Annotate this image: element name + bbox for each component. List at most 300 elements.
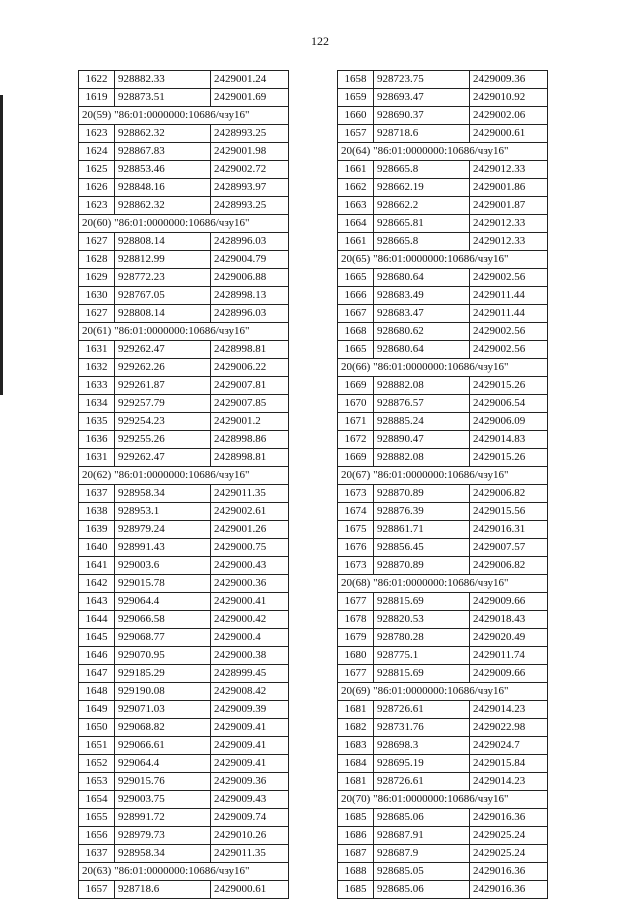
table-row [338, 611, 548, 629]
y-coordinate: 2429009.39 [211, 701, 289, 719]
table-row [338, 521, 548, 539]
y-coordinate: 2428998.81 [211, 341, 289, 359]
y-coordinate: 2429011.35 [211, 485, 289, 503]
point-number: 1626 [79, 179, 115, 197]
table-row [338, 773, 548, 791]
y-coordinate: 2429007.57 [470, 539, 548, 557]
section-header: 20(60) "86:01:0000000:10686/чзу16" [79, 215, 289, 233]
table-row [338, 557, 548, 575]
y-coordinate: 2429009.41 [211, 755, 289, 773]
table-row [338, 287, 548, 305]
point-number: 1631 [79, 449, 115, 467]
table-row [79, 359, 289, 377]
x-coordinate: 928867.83 [115, 143, 211, 161]
section-header: 20(69) "86:01:0000000:10686/чзу16" [338, 683, 548, 701]
point-number: 1666 [338, 287, 374, 305]
point-number: 1632 [79, 359, 115, 377]
x-coordinate: 928812.99 [115, 251, 211, 269]
page-number: 122 [311, 34, 329, 48]
x-coordinate: 928680.64 [374, 269, 470, 287]
point-number: 1675 [338, 521, 374, 539]
x-coordinate: 929015.76 [115, 773, 211, 791]
section-header-row [79, 863, 289, 881]
y-coordinate: 2429016.36 [470, 863, 548, 881]
point-number: 1630 [79, 287, 115, 305]
table-row [79, 377, 289, 395]
x-coordinate: 928815.69 [374, 593, 470, 611]
point-number: 1640 [79, 539, 115, 557]
y-coordinate: 2429002.72 [211, 161, 289, 179]
section-header: 20(62) "86:01:0000000:10686/чзу16" [79, 467, 289, 485]
point-number: 1657 [338, 125, 374, 143]
point-number: 1655 [79, 809, 115, 827]
point-number: 1652 [79, 755, 115, 773]
y-coordinate: 2429012.33 [470, 161, 548, 179]
x-coordinate: 929003.6 [115, 557, 211, 575]
point-number: 1631 [79, 341, 115, 359]
x-coordinate: 928726.61 [374, 773, 470, 791]
point-number: 1644 [79, 611, 115, 629]
point-number: 1646 [79, 647, 115, 665]
table-row [338, 233, 548, 251]
y-coordinate: 2429001.87 [470, 197, 548, 215]
point-number: 1647 [79, 665, 115, 683]
table-row [338, 413, 548, 431]
table-row [338, 107, 548, 125]
x-coordinate: 928991.72 [115, 809, 211, 827]
x-coordinate: 928873.51 [115, 89, 211, 107]
table-row [338, 755, 548, 773]
x-coordinate: 928685.06 [374, 809, 470, 827]
y-coordinate: 2429004.79 [211, 251, 289, 269]
table-row [338, 341, 548, 359]
x-coordinate: 928680.62 [374, 323, 470, 341]
point-number: 1627 [79, 305, 115, 323]
table-row [338, 395, 548, 413]
table-row [79, 341, 289, 359]
point-number: 1687 [338, 845, 374, 863]
y-coordinate: 2429000.61 [470, 125, 548, 143]
y-coordinate: 2429002.56 [470, 341, 548, 359]
point-number: 1677 [338, 665, 374, 683]
table-row [79, 89, 289, 107]
y-coordinate: 2428999.45 [211, 665, 289, 683]
y-coordinate: 2429025.24 [470, 845, 548, 863]
table-row [79, 773, 289, 791]
table-row [338, 539, 548, 557]
table-row [79, 269, 289, 287]
y-coordinate: 2429002.61 [211, 503, 289, 521]
section-header-row [338, 575, 548, 593]
table-row [79, 791, 289, 809]
point-number: 1664 [338, 215, 374, 233]
point-number: 1648 [79, 683, 115, 701]
y-coordinate: 2429006.82 [470, 485, 548, 503]
table-row [79, 71, 289, 89]
y-coordinate: 2429011.74 [470, 647, 548, 665]
section-header-row [338, 251, 548, 269]
point-number: 1665 [338, 341, 374, 359]
table-row [79, 629, 289, 647]
table-row [79, 179, 289, 197]
x-coordinate: 928718.6 [374, 125, 470, 143]
y-coordinate: 2429001.2 [211, 413, 289, 431]
y-coordinate: 2429015.56 [470, 503, 548, 521]
point-number: 1653 [79, 773, 115, 791]
table-row [338, 269, 548, 287]
y-coordinate: 2429022.98 [470, 719, 548, 737]
point-number: 1681 [338, 773, 374, 791]
table-row [338, 89, 548, 107]
table-row [338, 323, 548, 341]
table-row [79, 827, 289, 845]
y-coordinate: 2429002.56 [470, 323, 548, 341]
point-number: 1634 [79, 395, 115, 413]
x-coordinate: 928862.32 [115, 125, 211, 143]
point-number: 1685 [338, 809, 374, 827]
table-row [79, 845, 289, 863]
table-row [79, 287, 289, 305]
x-coordinate: 928693.47 [374, 89, 470, 107]
y-coordinate: 2429001.98 [211, 143, 289, 161]
y-coordinate: 2429006.22 [211, 359, 289, 377]
table-row [79, 125, 289, 143]
x-coordinate: 928683.49 [374, 287, 470, 305]
point-number: 1682 [338, 719, 374, 737]
x-coordinate: 928808.14 [115, 305, 211, 323]
section-header: 20(67) "86:01:0000000:10686/чзу16" [338, 467, 548, 485]
x-coordinate: 928731.76 [374, 719, 470, 737]
table-row [338, 161, 548, 179]
x-coordinate: 928726.61 [374, 701, 470, 719]
point-number: 1633 [79, 377, 115, 395]
table-row [79, 161, 289, 179]
table-row [338, 629, 548, 647]
y-coordinate: 2429001.69 [211, 89, 289, 107]
x-coordinate: 929262.47 [115, 341, 211, 359]
x-coordinate: 928876.39 [374, 503, 470, 521]
y-coordinate: 2429009.66 [470, 593, 548, 611]
point-number: 1665 [338, 269, 374, 287]
x-coordinate: 928958.34 [115, 485, 211, 503]
x-coordinate: 929066.61 [115, 737, 211, 755]
x-coordinate: 928979.73 [115, 827, 211, 845]
section-header: 20(59) "86:01:0000000:10686/чзу16" [79, 107, 289, 125]
x-coordinate: 928685.06 [374, 881, 470, 899]
point-number: 1641 [79, 557, 115, 575]
y-coordinate: 2429000.4 [211, 629, 289, 647]
y-coordinate: 2428998.13 [211, 287, 289, 305]
point-number: 1669 [338, 449, 374, 467]
y-coordinate: 2429002.56 [470, 269, 548, 287]
y-coordinate: 2429016.36 [470, 881, 548, 899]
table-row [79, 665, 289, 683]
point-number: 1645 [79, 629, 115, 647]
table-row [338, 377, 548, 395]
table-row [338, 701, 548, 719]
y-coordinate: 2429011.35 [211, 845, 289, 863]
table-row [79, 305, 289, 323]
y-coordinate: 2429016.36 [470, 809, 548, 827]
table-row [79, 197, 289, 215]
x-coordinate: 929064.4 [115, 593, 211, 611]
table-row [79, 557, 289, 575]
table-row [338, 809, 548, 827]
x-coordinate: 929068.82 [115, 719, 211, 737]
point-number: 1673 [338, 485, 374, 503]
y-coordinate: 2429015.84 [470, 755, 548, 773]
table-row [79, 755, 289, 773]
x-coordinate: 928680.64 [374, 341, 470, 359]
y-coordinate: 2429011.44 [470, 305, 548, 323]
y-coordinate: 2429009.43 [211, 791, 289, 809]
point-number: 1667 [338, 305, 374, 323]
y-coordinate: 2429000.41 [211, 593, 289, 611]
table-row [79, 431, 289, 449]
y-coordinate: 2429001.26 [211, 521, 289, 539]
x-coordinate: 928885.24 [374, 413, 470, 431]
table-row [79, 809, 289, 827]
x-coordinate: 928665.8 [374, 161, 470, 179]
point-number: 1673 [338, 557, 374, 575]
x-coordinate: 928882.08 [374, 377, 470, 395]
table-row [79, 719, 289, 737]
point-number: 1683 [338, 737, 374, 755]
point-number: 1624 [79, 143, 115, 161]
x-coordinate: 928665.81 [374, 215, 470, 233]
y-coordinate: 2429001.24 [211, 71, 289, 89]
x-coordinate: 928815.69 [374, 665, 470, 683]
x-coordinate: 928662.2 [374, 197, 470, 215]
y-coordinate: 2429000.43 [211, 557, 289, 575]
x-coordinate: 929190.08 [115, 683, 211, 701]
point-number: 1686 [338, 827, 374, 845]
x-coordinate: 929003.75 [115, 791, 211, 809]
y-coordinate: 2429008.42 [211, 683, 289, 701]
point-number: 1627 [79, 233, 115, 251]
table-row [338, 71, 548, 89]
point-number: 1643 [79, 593, 115, 611]
x-coordinate: 929185.29 [115, 665, 211, 683]
point-number: 1636 [79, 431, 115, 449]
x-coordinate: 929262.26 [115, 359, 211, 377]
point-number: 1661 [338, 161, 374, 179]
y-coordinate: 2429000.75 [211, 539, 289, 557]
point-number: 1662 [338, 179, 374, 197]
x-coordinate: 928953.1 [115, 503, 211, 521]
x-coordinate: 929015.78 [115, 575, 211, 593]
point-number: 1623 [79, 197, 115, 215]
point-number: 1619 [79, 89, 115, 107]
x-coordinate: 928683.47 [374, 305, 470, 323]
y-coordinate: 2428993.97 [211, 179, 289, 197]
point-number: 1681 [338, 701, 374, 719]
y-coordinate: 2429000.61 [211, 881, 289, 899]
table-row [338, 647, 548, 665]
x-coordinate: 928853.46 [115, 161, 211, 179]
right-coordinates-table [337, 70, 548, 899]
point-number: 1642 [79, 575, 115, 593]
point-number: 1672 [338, 431, 374, 449]
table-row [79, 233, 289, 251]
y-coordinate: 2429001.86 [470, 179, 548, 197]
y-coordinate: 2429002.06 [470, 107, 548, 125]
table-row [79, 143, 289, 161]
section-header-row [79, 107, 289, 125]
y-coordinate: 2429000.42 [211, 611, 289, 629]
y-coordinate: 2428993.25 [211, 125, 289, 143]
point-number: 1656 [79, 827, 115, 845]
x-coordinate: 929071.03 [115, 701, 211, 719]
x-coordinate: 928718.6 [115, 881, 211, 899]
x-coordinate: 928780.28 [374, 629, 470, 647]
section-header: 20(64) "86:01:0000000:10686/чзу16" [338, 143, 548, 161]
y-coordinate: 2429009.41 [211, 737, 289, 755]
left-coordinates-table [78, 70, 289, 899]
x-coordinate: 928882.08 [374, 449, 470, 467]
table-row [338, 827, 548, 845]
table-row [79, 701, 289, 719]
point-number: 1685 [338, 881, 374, 899]
point-number: 1670 [338, 395, 374, 413]
y-coordinate: 2428998.86 [211, 431, 289, 449]
section-header: 20(70) "86:01:0000000:10686/чзу16" [338, 791, 548, 809]
section-header: 20(68) "86:01:0000000:10686/чзу16" [338, 575, 548, 593]
x-coordinate: 928870.89 [374, 557, 470, 575]
x-coordinate: 929070.95 [115, 647, 211, 665]
y-coordinate: 2429006.54 [470, 395, 548, 413]
x-coordinate: 928870.89 [374, 485, 470, 503]
point-number: 1671 [338, 413, 374, 431]
y-coordinate: 2429007.81 [211, 377, 289, 395]
table-row [338, 593, 548, 611]
point-number: 1660 [338, 107, 374, 125]
y-coordinate: 2429014.83 [470, 431, 548, 449]
table-row [338, 503, 548, 521]
x-coordinate: 928848.16 [115, 179, 211, 197]
y-coordinate: 2429009.36 [211, 773, 289, 791]
y-coordinate: 2429015.26 [470, 377, 548, 395]
x-coordinate: 928958.34 [115, 845, 211, 863]
table-row [338, 737, 548, 755]
section-header: 20(63) "86:01:0000000:10686/чзу16" [79, 863, 289, 881]
y-coordinate: 2429014.23 [470, 701, 548, 719]
point-number: 1677 [338, 593, 374, 611]
section-header-row [79, 467, 289, 485]
section-header: 20(65) "86:01:0000000:10686/чзу16" [338, 251, 548, 269]
x-coordinate: 929254.23 [115, 413, 211, 431]
table-row [338, 305, 548, 323]
point-number: 1625 [79, 161, 115, 179]
x-coordinate: 929257.79 [115, 395, 211, 413]
y-coordinate: 2428996.03 [211, 233, 289, 251]
point-number: 1649 [79, 701, 115, 719]
y-coordinate: 2429012.33 [470, 215, 548, 233]
y-coordinate: 2429016.31 [470, 521, 548, 539]
x-coordinate: 929064.4 [115, 755, 211, 773]
x-coordinate: 928662.19 [374, 179, 470, 197]
y-coordinate: 2429010.26 [211, 827, 289, 845]
point-number: 1637 [79, 485, 115, 503]
table-row [338, 845, 548, 863]
section-header-row [79, 323, 289, 341]
x-coordinate: 928991.43 [115, 539, 211, 557]
x-coordinate: 928856.45 [374, 539, 470, 557]
point-number: 1629 [79, 269, 115, 287]
point-number: 1623 [79, 125, 115, 143]
y-coordinate: 2428996.03 [211, 305, 289, 323]
point-number: 1661 [338, 233, 374, 251]
table-row [338, 449, 548, 467]
point-number: 1639 [79, 521, 115, 539]
table-row [338, 863, 548, 881]
table-row [338, 179, 548, 197]
point-number: 1628 [79, 251, 115, 269]
y-coordinate: 2429006.82 [470, 557, 548, 575]
x-coordinate: 928862.32 [115, 197, 211, 215]
x-coordinate: 929255.26 [115, 431, 211, 449]
x-coordinate: 928775.1 [374, 647, 470, 665]
point-number: 1659 [338, 89, 374, 107]
table-row [79, 503, 289, 521]
x-coordinate: 929262.47 [115, 449, 211, 467]
table-row [79, 611, 289, 629]
point-number: 1663 [338, 197, 374, 215]
table-row [79, 395, 289, 413]
table-row [79, 251, 289, 269]
y-coordinate: 2429009.41 [211, 719, 289, 737]
y-coordinate: 2429009.74 [211, 809, 289, 827]
point-number: 1638 [79, 503, 115, 521]
y-coordinate: 2428998.81 [211, 449, 289, 467]
y-coordinate: 2429011.44 [470, 287, 548, 305]
y-coordinate: 2429020.49 [470, 629, 548, 647]
y-coordinate: 2429018.43 [470, 611, 548, 629]
y-coordinate: 2429025.24 [470, 827, 548, 845]
table-row [79, 413, 289, 431]
table-row [338, 215, 548, 233]
point-number: 1669 [338, 377, 374, 395]
y-coordinate: 2429015.26 [470, 449, 548, 467]
y-coordinate: 2429010.92 [470, 89, 548, 107]
x-coordinate: 928687.91 [374, 827, 470, 845]
x-coordinate: 928767.05 [115, 287, 211, 305]
table-row [338, 881, 548, 899]
point-number: 1651 [79, 737, 115, 755]
x-coordinate: 928808.14 [115, 233, 211, 251]
table-row [79, 593, 289, 611]
table-row [79, 485, 289, 503]
point-number: 1657 [79, 881, 115, 899]
x-coordinate: 928687.9 [374, 845, 470, 863]
table-row [79, 575, 289, 593]
table-row [79, 737, 289, 755]
x-coordinate: 929066.58 [115, 611, 211, 629]
table-row [338, 719, 548, 737]
section-header-row [338, 467, 548, 485]
point-number: 1688 [338, 863, 374, 881]
point-number: 1679 [338, 629, 374, 647]
y-coordinate: 2429014.23 [470, 773, 548, 791]
section-header-row [338, 359, 548, 377]
y-coordinate: 2429009.36 [470, 71, 548, 89]
y-coordinate: 2429006.88 [211, 269, 289, 287]
table-row [338, 485, 548, 503]
x-coordinate: 928890.47 [374, 431, 470, 449]
section-header-row [79, 215, 289, 233]
y-coordinate: 2429000.36 [211, 575, 289, 593]
x-coordinate: 928665.8 [374, 233, 470, 251]
